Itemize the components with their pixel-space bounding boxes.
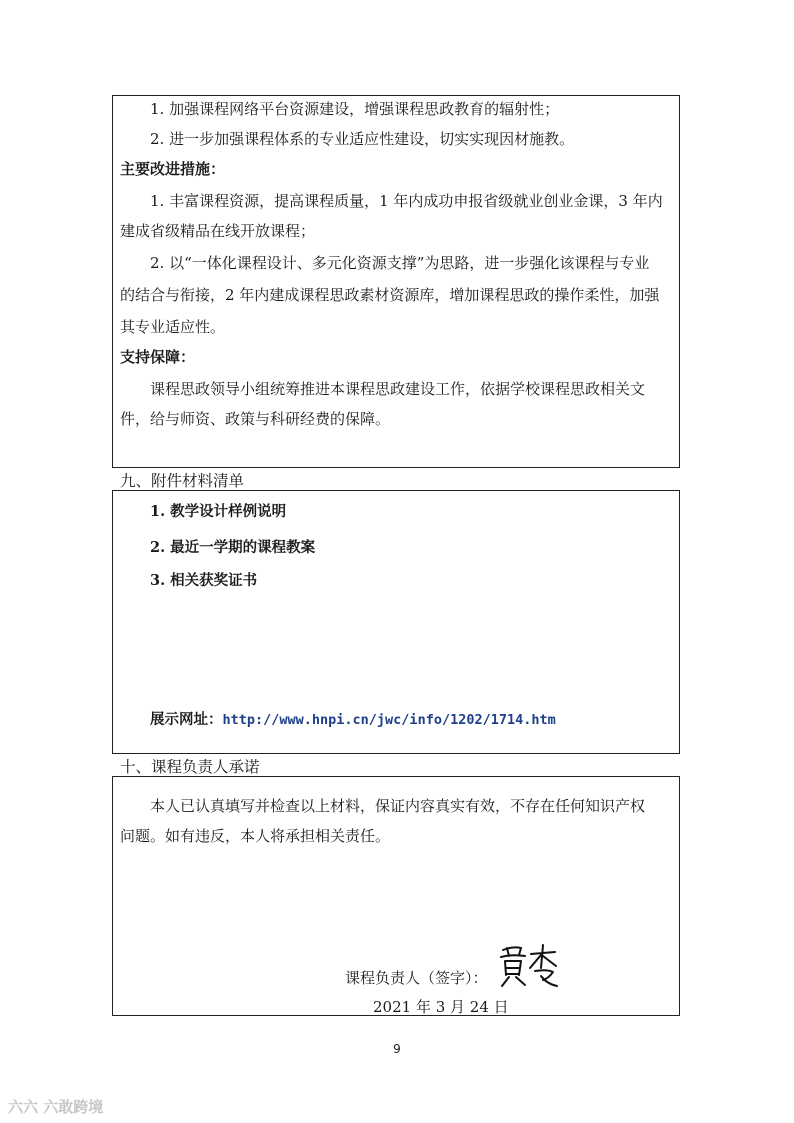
commitment-line-2: 问题。如有违反，本人将承担相关责任。 xyxy=(120,827,391,845)
attachment-item-2: 2. 最近一学期的课程教案 xyxy=(150,539,316,556)
measure-1-line-1: 1. 丰富课程资源，提高课程质量，1 年内成功申报省级就业创业金课，3 年内 xyxy=(150,192,663,210)
page-number: 9 xyxy=(393,1042,401,1056)
commitment-title: 十、课程负责人承诺 xyxy=(120,758,260,776)
support-heading: 支持保障： xyxy=(120,348,196,366)
commitment-line-1: 本人已认真填写并检查以上材料，保证内容真实有效，不存在任何知识产权 xyxy=(150,797,646,815)
measure-2-line-2: 的结合与衔接，2 年内建成课程思政素材资源库，增加课程思政的操作柔性，加强 xyxy=(120,286,660,304)
attachments-title: 九、附件材料清单 xyxy=(120,472,245,490)
problem-item-2: 2. 进一步加强课程体系的专业适应性建设，切实实现因材施教。 xyxy=(150,130,575,148)
url-row xyxy=(150,710,556,730)
support-line-1: 课程思政领导小组统筹推进本课程思政建设工作，依据学校课程思政相关文 xyxy=(150,380,646,398)
problem-item-1: 1. 加强课程网络平台资源建设，增强课程思政教育的辐射性； xyxy=(150,100,560,118)
sign-date: 2021 年 3 月 24 日 xyxy=(373,998,509,1016)
attachment-item-3: 3. 相关获奖证书 xyxy=(150,572,258,589)
measures-heading: 主要改进措施： xyxy=(120,160,226,178)
attachment-item-1: 1. 教学设计样例说明 xyxy=(150,503,287,520)
measure-2-line-3: 其专业适应性。 xyxy=(120,318,226,336)
showcase-url-link[interactable]: http://www.hnpi.cn/jwc/info/1202/1714.htm xyxy=(222,712,556,728)
signer-label: 课程负责人（签字）： xyxy=(345,969,488,987)
measure-2-line-1: 2. 以“一体化课程设计、多元化资源支撑”为思路，进一步强化该课程与专业 xyxy=(150,254,650,272)
url-label: 展示网址： xyxy=(150,711,223,728)
measure-1-line-2: 建成省级精品在线开放课程； xyxy=(120,222,316,240)
handwritten-signature xyxy=(497,942,563,996)
support-line-2: 件，给与师资、政策与科研经费的保障。 xyxy=(120,410,391,428)
watermark: 六六 六敢跨境 xyxy=(8,1098,104,1116)
